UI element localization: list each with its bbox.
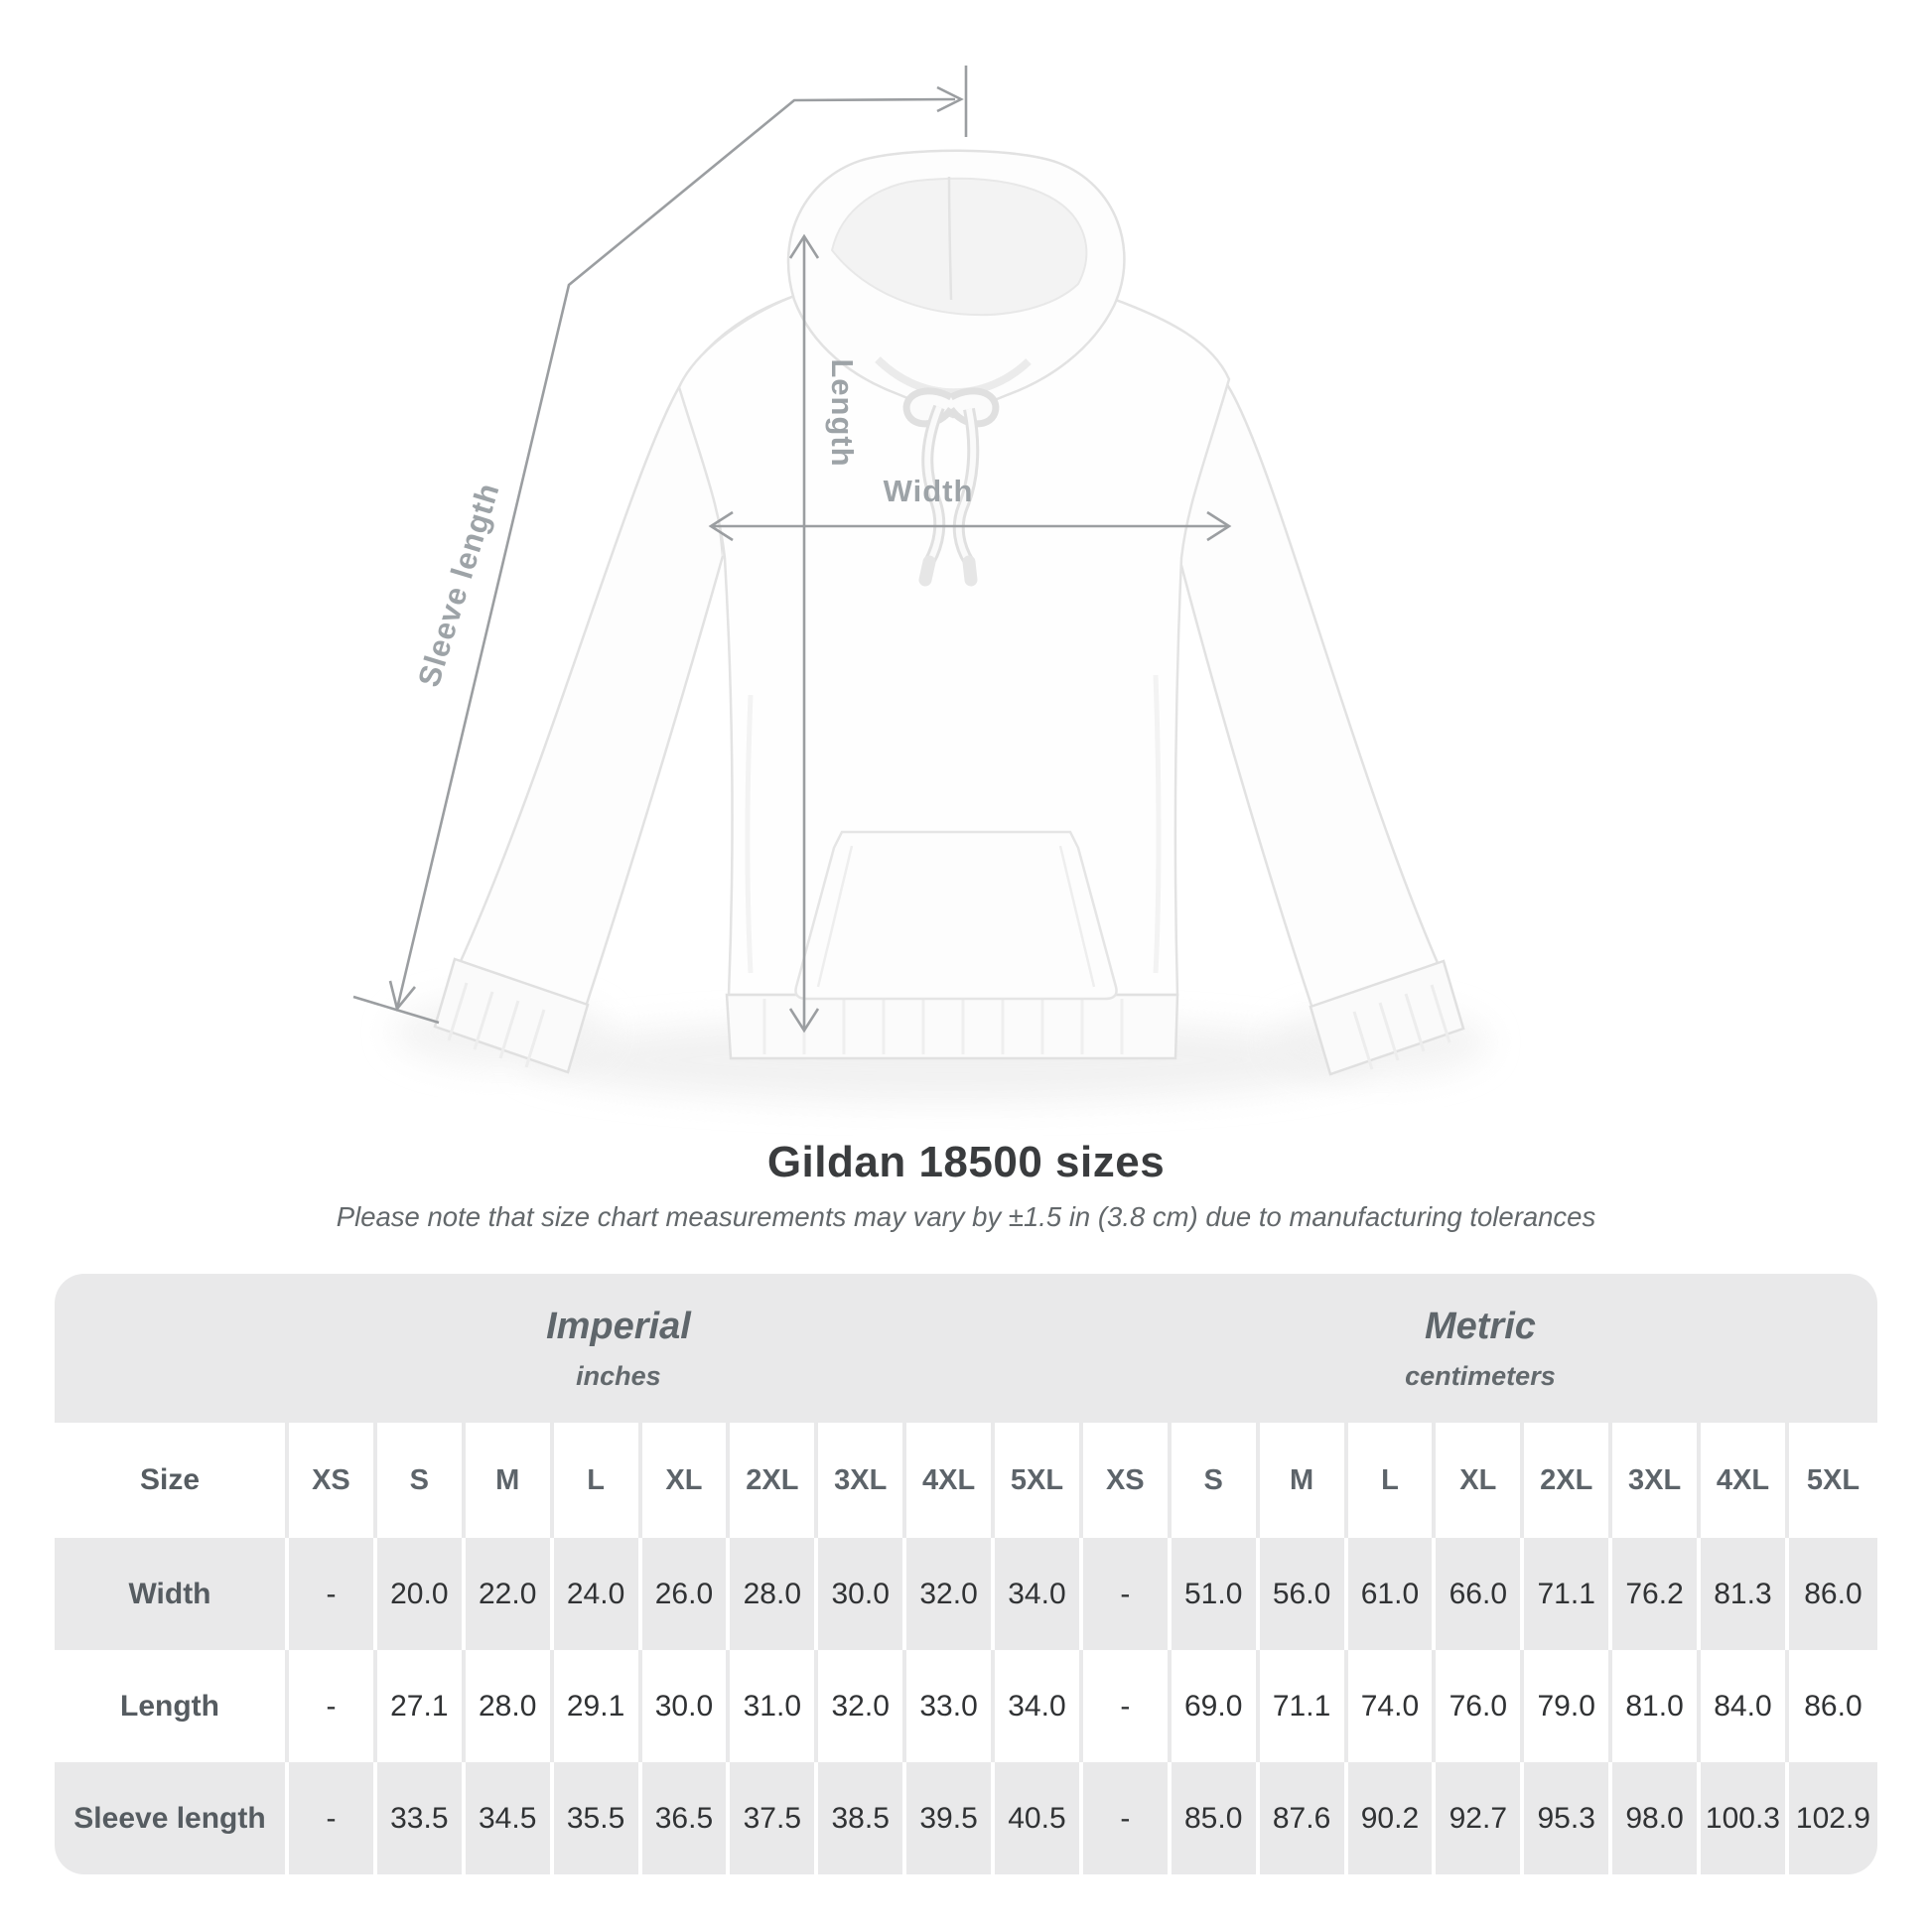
metric-band xyxy=(1083,1274,1877,1423)
size-header-cell: XL xyxy=(1436,1423,1524,1538)
value-cell: 92.7 xyxy=(1436,1762,1524,1874)
imperial-unit: inches xyxy=(576,1360,661,1391)
size-header-cell: XS xyxy=(1083,1423,1172,1538)
value-cell: 33.0 xyxy=(906,1650,995,1762)
value-cell: 51.0 xyxy=(1172,1538,1260,1650)
value-cell: 24.0 xyxy=(554,1538,642,1650)
size-corner-header: Size xyxy=(55,1423,289,1538)
value-cell: 27.1 xyxy=(377,1650,466,1762)
value-cell: 28.0 xyxy=(466,1650,554,1762)
value-cell: 28.0 xyxy=(730,1538,818,1650)
value-cell: 34.5 xyxy=(466,1762,554,1874)
size-header-cell: XL xyxy=(642,1423,731,1538)
value-cell: 66.0 xyxy=(1436,1538,1524,1650)
size-header-cell: M xyxy=(1260,1423,1348,1538)
value-cell: 85.0 xyxy=(1172,1762,1260,1874)
value-cell: 34.0 xyxy=(995,1538,1083,1650)
value-cell: 32.0 xyxy=(906,1538,995,1650)
value-cell: 56.0 xyxy=(1260,1538,1348,1650)
size-header-cell: 4XL xyxy=(1701,1423,1789,1538)
value-cell: 35.5 xyxy=(554,1762,642,1874)
value-cell: - xyxy=(1083,1650,1172,1762)
size-header-cell: XS xyxy=(289,1423,377,1538)
value-cell: 30.0 xyxy=(818,1538,906,1650)
value-cell: - xyxy=(1083,1538,1172,1650)
size-header-cell: M xyxy=(466,1423,554,1538)
value-cell: 86.0 xyxy=(1789,1650,1877,1762)
value-cell: 76.2 xyxy=(1612,1538,1701,1650)
value-cell: 34.0 xyxy=(995,1650,1083,1762)
value-cell: 81.0 xyxy=(1612,1650,1701,1762)
value-cell: 90.2 xyxy=(1348,1762,1437,1874)
page-title: Gildan 18500 sizes xyxy=(766,1138,1166,1186)
value-cell: 86.0 xyxy=(1789,1538,1877,1650)
imperial-band xyxy=(55,1274,1083,1423)
metric-title: Metric xyxy=(1424,1305,1536,1347)
value-cell: 20.0 xyxy=(377,1538,466,1650)
imperial-title: Imperial xyxy=(546,1305,691,1347)
length-label: Length xyxy=(825,358,860,468)
value-cell: 37.5 xyxy=(730,1762,818,1874)
value-cell: - xyxy=(289,1538,377,1650)
value-cell: 38.5 xyxy=(818,1762,906,1874)
size-header-cell: S xyxy=(377,1423,466,1538)
measurement-row xyxy=(55,1538,1877,1650)
value-cell: 22.0 xyxy=(466,1538,554,1650)
value-cell: 74.0 xyxy=(1348,1650,1437,1762)
size-header-cell: 5XL xyxy=(995,1423,1083,1538)
value-cell: 32.0 xyxy=(818,1650,906,1762)
value-cell: 79.0 xyxy=(1524,1650,1612,1762)
value-cell: 26.0 xyxy=(642,1538,731,1650)
size-header-cell: 2XL xyxy=(1524,1423,1612,1538)
row-label: Sleeve length xyxy=(55,1762,289,1874)
value-cell: 29.1 xyxy=(554,1650,642,1762)
sleeve-length-label: Sleeve length xyxy=(411,479,506,691)
size-table xyxy=(55,1274,1877,1874)
size-header-cell: L xyxy=(1348,1423,1437,1538)
value-cell: 36.5 xyxy=(642,1762,731,1874)
value-cell: 30.0 xyxy=(642,1650,731,1762)
row-label: Width xyxy=(55,1538,289,1650)
size-header-cell: 3XL xyxy=(1612,1423,1701,1538)
value-cell: 33.5 xyxy=(377,1762,466,1874)
heading-block xyxy=(0,1138,1932,1233)
value-cell: 39.5 xyxy=(906,1762,995,1874)
row-label: Length xyxy=(55,1650,289,1762)
value-cell: 71.1 xyxy=(1524,1538,1612,1650)
value-cell: - xyxy=(289,1762,377,1874)
value-cell: 87.6 xyxy=(1260,1762,1348,1874)
value-cell: 71.1 xyxy=(1260,1650,1348,1762)
measurement-row xyxy=(55,1650,1877,1762)
size-header-row xyxy=(55,1423,1877,1538)
value-cell: 95.3 xyxy=(1524,1762,1612,1874)
value-cell: 102.9 xyxy=(1789,1762,1877,1874)
measurement-row xyxy=(55,1762,1877,1874)
tolerance-note: Please note that size chart measurements may vary by ±1.5 in (3.8 cm) due to manufacturing tolerances xyxy=(336,1201,1596,1232)
value-cell: 81.3 xyxy=(1701,1538,1789,1650)
size-header-cell: 4XL xyxy=(906,1423,995,1538)
value-cell: 100.3 xyxy=(1701,1762,1789,1874)
kangaroo-pocket xyxy=(795,832,1116,999)
metric-unit: centimeters xyxy=(1405,1360,1556,1391)
size-header-cell: S xyxy=(1172,1423,1260,1538)
size-table-wrap xyxy=(55,1274,1877,1874)
value-cell: 31.0 xyxy=(730,1650,818,1762)
value-cell: 69.0 xyxy=(1172,1650,1260,1762)
size-table-body xyxy=(55,1538,1877,1874)
value-cell: 40.5 xyxy=(995,1762,1083,1874)
hem-band xyxy=(727,995,1177,1058)
value-cell: 84.0 xyxy=(1701,1650,1789,1762)
value-cell: 61.0 xyxy=(1348,1538,1437,1650)
size-header-cell: 5XL xyxy=(1789,1423,1877,1538)
unit-band-row xyxy=(55,1274,1877,1423)
width-label: Width xyxy=(883,474,974,508)
size-header-cell: 2XL xyxy=(730,1423,818,1538)
value-cell: - xyxy=(289,1650,377,1762)
value-cell: - xyxy=(1083,1762,1172,1874)
size-header-cell: 3XL xyxy=(818,1423,906,1538)
value-cell: 98.0 xyxy=(1612,1762,1701,1874)
size-header-cell: L xyxy=(554,1423,642,1538)
value-cell: 76.0 xyxy=(1436,1650,1524,1762)
